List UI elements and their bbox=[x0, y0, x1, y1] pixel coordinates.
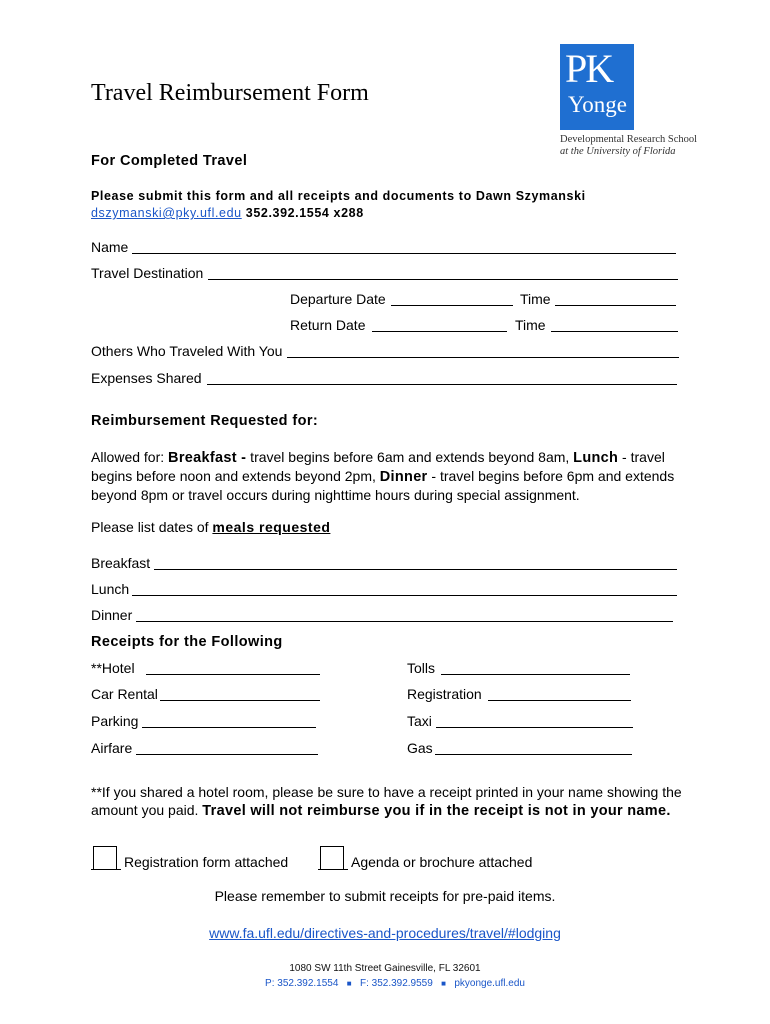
subtitle: For Completed Travel bbox=[91, 153, 248, 169]
logo-yonge: Yonge bbox=[568, 92, 628, 117]
list-meals-line bbox=[91, 519, 330, 535]
destination-label: Travel Destination bbox=[91, 265, 204, 281]
lunch-field[interactable] bbox=[132, 595, 677, 596]
lunch-rule-label: Lunch bbox=[573, 450, 619, 466]
list-meals-prefix: Please list dates of bbox=[91, 519, 213, 535]
meal-rules-paragraph bbox=[91, 448, 681, 504]
prepaid-reminder: Please remember to submit receipts for pre-paid items. bbox=[214, 888, 556, 904]
registration-attached-label: Registration form attached bbox=[124, 854, 289, 870]
agenda-checkbox-underline bbox=[318, 869, 348, 870]
lodging-link[interactable]: www.fa.ufl.edu/directives-and-procedures/travel/#lodging bbox=[209, 925, 561, 941]
registration-field[interactable] bbox=[488, 700, 631, 701]
hotel-note-text: **If you shared a hotel room, please be sure to have a receipt printed in your name showing the amount you paid. bbox=[91, 784, 682, 818]
email-link[interactable]: dszymanski@pky.ufl.edu bbox=[91, 206, 242, 220]
car-rental-label: Car Rental bbox=[91, 686, 158, 702]
logo-caption bbox=[560, 134, 697, 158]
parking-label: Parking bbox=[91, 713, 139, 729]
agenda-attached-checkbox[interactable] bbox=[320, 846, 344, 870]
gas-field[interactable] bbox=[435, 754, 632, 755]
hotel-note-warning: Travel will not reimburse you if in the receipt is not in your name. bbox=[202, 803, 671, 819]
parking-field[interactable] bbox=[142, 727, 316, 728]
tolls-field[interactable] bbox=[441, 674, 630, 675]
footer-web-link[interactable]: pkyonge.ufl.edu bbox=[454, 978, 525, 989]
name-label: Name bbox=[91, 239, 129, 255]
logo-caption-line2: at the University of Florida bbox=[560, 146, 676, 157]
expenses-field[interactable] bbox=[207, 384, 677, 385]
destination-field[interactable] bbox=[208, 279, 678, 280]
footer-address: 1080 SW 11th Street Gainesville, FL 32601 bbox=[289, 963, 481, 974]
footer-separator-1: ■ bbox=[346, 979, 352, 988]
pk-yonge-logo bbox=[560, 44, 634, 130]
airfare-field[interactable] bbox=[136, 754, 318, 755]
expenses-label: Expenses Shared bbox=[91, 370, 202, 386]
logo-caption-line1: Developmental Research School bbox=[560, 134, 698, 145]
form-title: Travel Reimbursement Form bbox=[91, 80, 369, 106]
hotel-field[interactable] bbox=[146, 674, 320, 675]
others-field[interactable] bbox=[287, 357, 679, 358]
registration-label: Registration bbox=[407, 686, 482, 702]
receipts-heading: Receipts for the Following bbox=[91, 634, 283, 650]
breakfast-rule-text: travel begins before 6am and extends beyond 8am, bbox=[246, 449, 574, 465]
taxi-field[interactable] bbox=[436, 727, 633, 728]
logo-pk: PK bbox=[565, 46, 613, 91]
return-time-label: Time bbox=[515, 317, 546, 333]
departure-date-label: Departure Date bbox=[290, 291, 386, 307]
dinner-rule-label: Dinner bbox=[379, 469, 428, 485]
footer-contact bbox=[0, 978, 770, 989]
contact-phone: 352.392.1554 x288 bbox=[245, 206, 364, 220]
departure-time-field[interactable] bbox=[555, 305, 676, 306]
return-date-label: Return Date bbox=[290, 317, 366, 333]
contact-line bbox=[91, 206, 364, 220]
lunch-label: Lunch bbox=[91, 581, 130, 597]
submit-note: Please submit this form and all receipts and documents to Dawn Szymanski bbox=[91, 189, 586, 203]
lunch-rule-text: - travel begins before noon and extends beyond 2pm, bbox=[91, 449, 665, 484]
allowed-prefix: Allowed for: bbox=[91, 449, 169, 465]
footer-separator-2: ■ bbox=[441, 979, 446, 988]
name-field[interactable] bbox=[132, 253, 676, 254]
gas-label: Gas bbox=[407, 740, 433, 756]
dinner-field[interactable] bbox=[136, 621, 673, 622]
airfare-label: Airfare bbox=[91, 740, 133, 756]
footer-phone: P: 352.392.1554 bbox=[265, 978, 339, 989]
departure-time-label: Time bbox=[520, 291, 551, 307]
meals-requested-emphasis: meals requested bbox=[212, 519, 331, 535]
lodging-link-row bbox=[0, 925, 770, 941]
footer-fax: F: 352.392.9559 bbox=[359, 978, 433, 989]
car-rental-field[interactable] bbox=[160, 700, 320, 701]
agenda-attached-label: Agenda or brochure attached bbox=[351, 854, 533, 870]
breakfast-label: Breakfast bbox=[91, 555, 151, 571]
dinner-rule-text: - travel begins before 6pm and extends beyond 8pm or travel occurs during nighttime hours during special assignment. bbox=[91, 468, 675, 503]
others-label: Others Who Traveled With You bbox=[91, 343, 283, 359]
hotel-label: **Hotel bbox=[91, 660, 135, 676]
dinner-label: Dinner bbox=[91, 607, 133, 623]
return-time-field[interactable] bbox=[551, 331, 678, 332]
taxi-label: Taxi bbox=[407, 713, 432, 729]
registration-attached-checkbox[interactable] bbox=[93, 846, 117, 870]
reimbursement-heading: Reimbursement Requested for: bbox=[91, 413, 319, 429]
registration-checkbox-underline bbox=[91, 869, 121, 870]
tolls-label: Tolls bbox=[407, 660, 436, 676]
breakfast-field[interactable] bbox=[154, 569, 677, 570]
hotel-note bbox=[91, 783, 686, 820]
return-date-field[interactable] bbox=[372, 331, 507, 332]
breakfast-rule-label: Breakfast - bbox=[168, 450, 247, 466]
departure-date-field[interactable] bbox=[391, 305, 513, 306]
